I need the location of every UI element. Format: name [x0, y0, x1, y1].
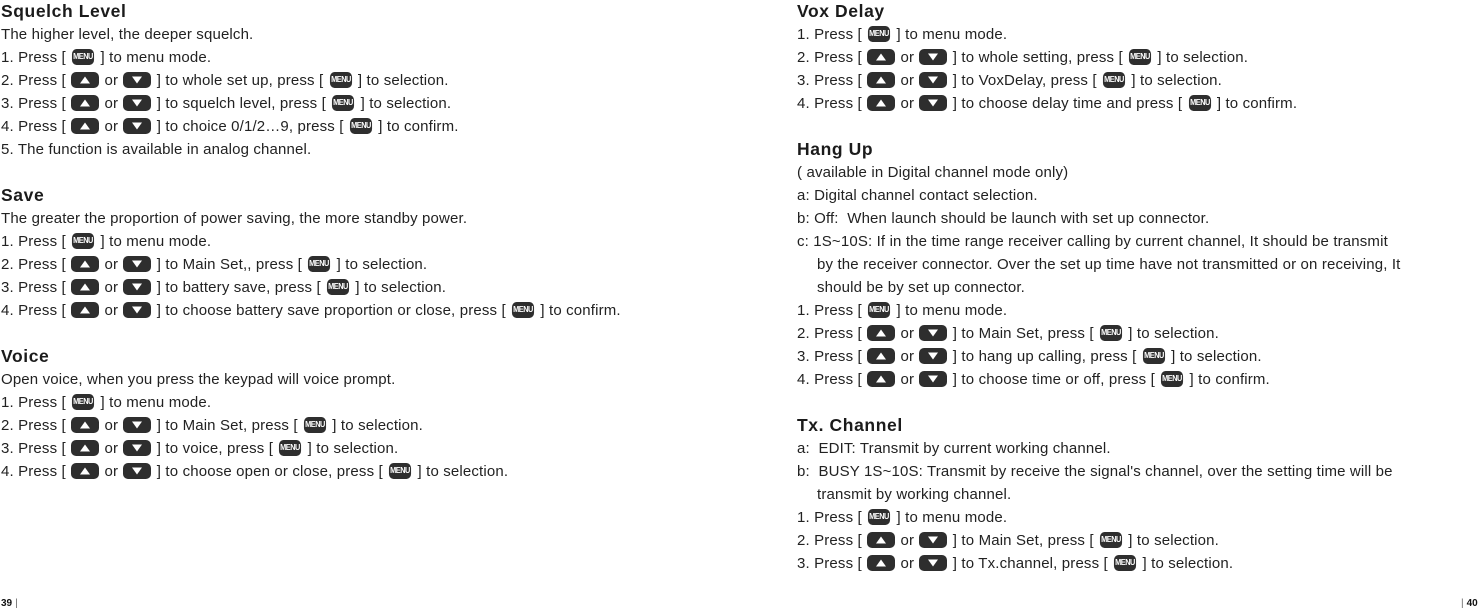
menu-key-icon: MENU	[304, 417, 326, 433]
text-line	[797, 92, 1476, 115]
text-run: ] to Main Set, press [	[948, 532, 1098, 549]
text-run: 2. Press [	[797, 49, 867, 66]
text-line	[1, 207, 721, 230]
text-line	[797, 46, 1476, 69]
text-run: 2. Press [	[1, 72, 71, 89]
text-run: 4. Press [	[1, 463, 71, 480]
menu-key-icon: MENU	[1143, 348, 1165, 364]
up-arrow-key-icon	[867, 325, 895, 341]
text-run: ] to confirm.	[373, 118, 459, 135]
section-tx-channel	[797, 414, 1476, 575]
up-arrow-key-icon	[71, 463, 99, 479]
section-save	[1, 184, 721, 322]
text-run: ] to choose open or close, press [	[152, 463, 388, 480]
or-word: or	[104, 302, 119, 319]
down-arrow-key-icon	[919, 348, 947, 364]
text-line	[797, 368, 1476, 391]
up-arrow-key-icon	[71, 440, 99, 456]
text-line	[797, 322, 1476, 345]
text-run: 1. Press [	[797, 509, 867, 526]
text-line	[797, 184, 1476, 207]
text-line	[1, 368, 721, 391]
or-word: or	[900, 325, 915, 342]
menu-key-icon: MENU	[327, 279, 349, 295]
down-arrow-key-icon	[123, 118, 151, 134]
section-title: Hang Up	[797, 139, 874, 159]
or-word: or	[900, 532, 915, 549]
text-line	[797, 161, 1476, 184]
text-run: ] to Main Set, press [	[948, 325, 1098, 342]
text-line	[1, 460, 721, 483]
text-line	[1, 437, 721, 460]
text-line	[1, 391, 721, 414]
text-run	[914, 555, 918, 572]
text-run: ] to confirm.	[1185, 371, 1270, 388]
text-line	[797, 276, 1476, 299]
text-run: ] to selection.	[1153, 49, 1249, 66]
text-run	[914, 72, 918, 89]
text-line	[1, 23, 721, 46]
text-run: ] to menu mode.	[892, 509, 1008, 526]
text-run: 3. Press [	[1, 440, 71, 457]
or-word: or	[900, 371, 915, 388]
text-run: ] to selection.	[353, 72, 449, 89]
section-title: Tx. Channel	[797, 415, 903, 435]
text-run: ] to selection.	[332, 256, 428, 273]
text-run: ] to squelch level, press [	[152, 95, 331, 112]
text-run	[118, 72, 122, 89]
up-arrow-key-icon	[867, 532, 895, 548]
text-line	[1, 299, 721, 322]
or-word: or	[104, 440, 119, 457]
menu-key-icon: MENU	[512, 302, 534, 318]
text-line	[797, 345, 1476, 368]
or-word: or	[104, 118, 119, 135]
menu-key-icon: MENU	[1114, 555, 1136, 571]
text-run: 3. Press [	[1, 279, 71, 296]
text-run: ] to menu mode.	[96, 394, 212, 411]
text-line	[797, 253, 1476, 276]
text-line	[797, 552, 1476, 575]
text-run	[118, 256, 122, 273]
text-line	[1, 276, 721, 299]
or-word: or	[104, 72, 119, 89]
text-run: ] to voice, press [	[152, 440, 278, 457]
page-number-right-value: 40	[1466, 598, 1478, 609]
text-run	[914, 95, 918, 112]
text-line	[797, 207, 1476, 230]
text-run: transmit by working channel.	[817, 486, 1012, 503]
text-run: ] to selection.	[1123, 325, 1219, 342]
text-run: ] to selection.	[1127, 72, 1222, 89]
menu-key-icon: MENU	[308, 256, 330, 272]
section-squelch-level	[1, 0, 721, 161]
text-line	[797, 299, 1476, 322]
text-run	[118, 118, 122, 135]
up-arrow-key-icon	[867, 371, 895, 387]
up-arrow-key-icon	[867, 348, 895, 364]
menu-key-icon: MENU	[332, 95, 354, 111]
down-arrow-key-icon	[123, 279, 151, 295]
text-run: 2. Press [	[1, 256, 71, 273]
up-arrow-key-icon	[71, 118, 99, 134]
text-line	[797, 506, 1476, 529]
down-arrow-key-icon	[919, 49, 947, 65]
text-run: ] to whole set up, press [	[152, 72, 328, 89]
text-run: ] to confirm.	[1212, 95, 1298, 112]
text-run: The higher level, the deeper squelch.	[1, 26, 254, 43]
text-run: ] to choice 0/1/2…9, press [	[152, 118, 348, 135]
menu-key-icon: MENU	[1188, 95, 1210, 111]
text-run: b: Off: When launch should be launch with set up connector.	[797, 210, 1210, 227]
or-word: or	[900, 49, 915, 66]
text-run: 4. Press [	[797, 95, 867, 112]
section-spacer	[1, 161, 721, 184]
page-number-left-value: 39	[1, 598, 13, 609]
page-number-right-separator: |	[1461, 598, 1464, 609]
section-title: Voice	[1, 346, 50, 366]
text-line	[797, 460, 1476, 483]
text-line	[1, 92, 721, 115]
text-run: 1. Press [	[797, 302, 867, 319]
menu-key-icon: MENU	[279, 440, 301, 456]
or-word: or	[104, 279, 119, 296]
text-run: 3. Press [	[797, 348, 867, 365]
text-run: a: EDIT: Transmit by current working channel.	[797, 440, 1111, 457]
text-run	[914, 325, 918, 342]
section-title: Squelch Level	[1, 1, 127, 21]
page-number-right	[1458, 598, 1478, 609]
down-arrow-key-icon	[919, 371, 947, 387]
text-run	[914, 371, 918, 388]
left-page	[1, 0, 721, 483]
section-title: Save	[1, 185, 45, 205]
or-word: or	[900, 348, 915, 365]
menu-key-icon: MENU	[72, 49, 94, 65]
text-run: 4. Press [	[797, 371, 867, 388]
text-run: 1. Press [	[1, 233, 71, 250]
text-line	[797, 483, 1476, 506]
up-arrow-key-icon	[867, 95, 895, 111]
text-line	[1, 253, 721, 276]
text-run: ] to battery save, press [	[152, 279, 326, 296]
or-word: or	[104, 417, 119, 434]
up-arrow-key-icon	[71, 95, 99, 111]
text-run: ] to selection.	[1166, 348, 1262, 365]
menu-key-icon: MENU	[389, 463, 411, 479]
text-run: ] to menu mode.	[892, 302, 1008, 319]
menu-key-icon: MENU	[72, 394, 94, 410]
text-line	[1, 46, 721, 69]
text-run: b: BUSY 1S~10S: Transmit by receive the signal's channel, over the setting time will be	[797, 463, 1393, 480]
or-word: or	[900, 555, 915, 572]
text-run: 1. Press [	[1, 394, 71, 411]
down-arrow-key-icon	[919, 555, 947, 571]
section-hang-up	[797, 138, 1476, 391]
section-title: Vox Delay	[797, 1, 885, 21]
menu-key-icon: MENU	[330, 72, 352, 88]
menu-key-icon: MENU	[868, 26, 890, 42]
text-run: ] to VoxDelay, press [	[948, 72, 1102, 89]
text-run: 3. Press [	[797, 72, 867, 89]
menu-key-icon: MENU	[1129, 49, 1151, 65]
text-run: by the receiver connector. Over the set up time have not transmitted or on receiving, It	[817, 256, 1401, 273]
text-run: a: Digital channel contact selection.	[797, 187, 1038, 204]
text-run: ] to menu mode.	[96, 49, 212, 66]
down-arrow-key-icon	[123, 417, 151, 433]
text-run	[914, 348, 918, 365]
text-run: 4. Press [	[1, 302, 71, 319]
text-run	[118, 463, 122, 480]
section-spacer	[797, 115, 1476, 138]
text-run: 2. Press [	[1, 417, 71, 434]
text-run: 1. Press [	[1, 49, 71, 66]
text-run: ] to Tx.channel, press [	[948, 555, 1113, 572]
down-arrow-key-icon	[123, 302, 151, 318]
text-run: 4. Press [	[1, 118, 71, 135]
text-run: ] to selection.	[1138, 555, 1234, 572]
text-run: 1. Press [	[797, 26, 867, 43]
up-arrow-key-icon	[867, 72, 895, 88]
text-run: 5. The function is available in analog channel.	[1, 141, 312, 158]
text-line	[1, 414, 721, 437]
down-arrow-key-icon	[123, 95, 151, 111]
up-arrow-key-icon	[71, 72, 99, 88]
menu-key-icon: MENU	[1161, 371, 1183, 387]
text-run: ] to selection.	[413, 463, 509, 480]
up-arrow-key-icon	[71, 302, 99, 318]
or-word: or	[104, 95, 119, 112]
text-run	[118, 279, 122, 296]
down-arrow-key-icon	[123, 440, 151, 456]
down-arrow-key-icon	[123, 463, 151, 479]
down-arrow-key-icon	[919, 95, 947, 111]
text-line	[797, 230, 1476, 253]
text-run	[914, 532, 918, 549]
menu-key-icon: MENU	[1100, 532, 1122, 548]
text-run: c: 1S~10S: If in the time range receiver calling by current channel, It should be transmit	[797, 233, 1388, 250]
text-run: ] to confirm.	[536, 302, 621, 319]
text-line	[797, 437, 1476, 460]
right-page	[797, 0, 1476, 575]
text-run: Open voice, when you press the keypad will voice prompt.	[1, 371, 396, 388]
up-arrow-key-icon	[867, 555, 895, 571]
menu-key-icon: MENU	[868, 302, 890, 318]
text-run: ] to Main Set,, press [	[152, 256, 307, 273]
menu-key-icon: MENU	[1100, 325, 1122, 341]
section-spacer	[1, 322, 721, 345]
text-run: ] to hang up calling, press [	[948, 348, 1141, 365]
text-line	[1, 138, 721, 161]
text-run: ] to selection.	[327, 417, 423, 434]
text-run: 2. Press [	[797, 532, 867, 549]
text-run: ] to Main Set, press [	[152, 417, 302, 434]
page-number-left	[1, 598, 21, 609]
or-word: or	[104, 256, 119, 273]
text-run: ] to choose battery save proportion or close, press [	[152, 302, 511, 319]
or-word: or	[900, 72, 915, 89]
up-arrow-key-icon	[71, 279, 99, 295]
section-spacer	[797, 391, 1476, 414]
page-number-left-separator: |	[15, 598, 18, 609]
text-run	[914, 49, 918, 66]
text-line	[1, 230, 721, 253]
section-voice	[1, 345, 721, 483]
text-line	[1, 115, 721, 138]
menu-key-icon: MENU	[868, 509, 890, 525]
text-run: should be by set up connector.	[817, 279, 1025, 296]
text-run: 2. Press [	[797, 325, 867, 342]
up-arrow-key-icon	[867, 49, 895, 65]
text-run	[118, 417, 122, 434]
text-run: ] to menu mode.	[892, 26, 1008, 43]
text-run: ] to selection.	[351, 279, 447, 296]
text-run	[118, 302, 122, 319]
up-arrow-key-icon	[71, 417, 99, 433]
text-run	[118, 440, 122, 457]
text-run: 3. Press [	[1, 95, 71, 112]
down-arrow-key-icon	[919, 325, 947, 341]
text-run: ] to choose delay time and press [	[948, 95, 1187, 112]
down-arrow-key-icon	[123, 72, 151, 88]
or-word: or	[900, 95, 915, 112]
down-arrow-key-icon	[919, 72, 947, 88]
down-arrow-key-icon	[919, 532, 947, 548]
text-run: ] to selection.	[1123, 532, 1219, 549]
up-arrow-key-icon	[71, 256, 99, 272]
or-word: or	[104, 463, 119, 480]
down-arrow-key-icon	[123, 256, 151, 272]
text-run: ] to menu mode.	[96, 233, 212, 250]
text-run	[118, 95, 122, 112]
section-vox-delay	[797, 0, 1476, 115]
text-run: ( available in Digital channel mode only)	[797, 164, 1069, 181]
text-run: The greater the proportion of power saving, the more standby power.	[1, 210, 468, 227]
text-run: ] to selection.	[356, 95, 452, 112]
text-line	[797, 529, 1476, 552]
text-line	[797, 69, 1476, 92]
text-run: ] to whole setting, press [	[948, 49, 1128, 66]
text-run: ] to choose time or off, press [	[948, 371, 1160, 388]
text-run: ] to selection.	[303, 440, 399, 457]
text-line	[1, 69, 721, 92]
text-run: 3. Press [	[797, 555, 867, 572]
menu-key-icon: MENU	[1103, 72, 1125, 88]
menu-key-icon: MENU	[72, 233, 94, 249]
menu-key-icon: MENU	[350, 118, 372, 134]
text-line	[797, 23, 1476, 46]
